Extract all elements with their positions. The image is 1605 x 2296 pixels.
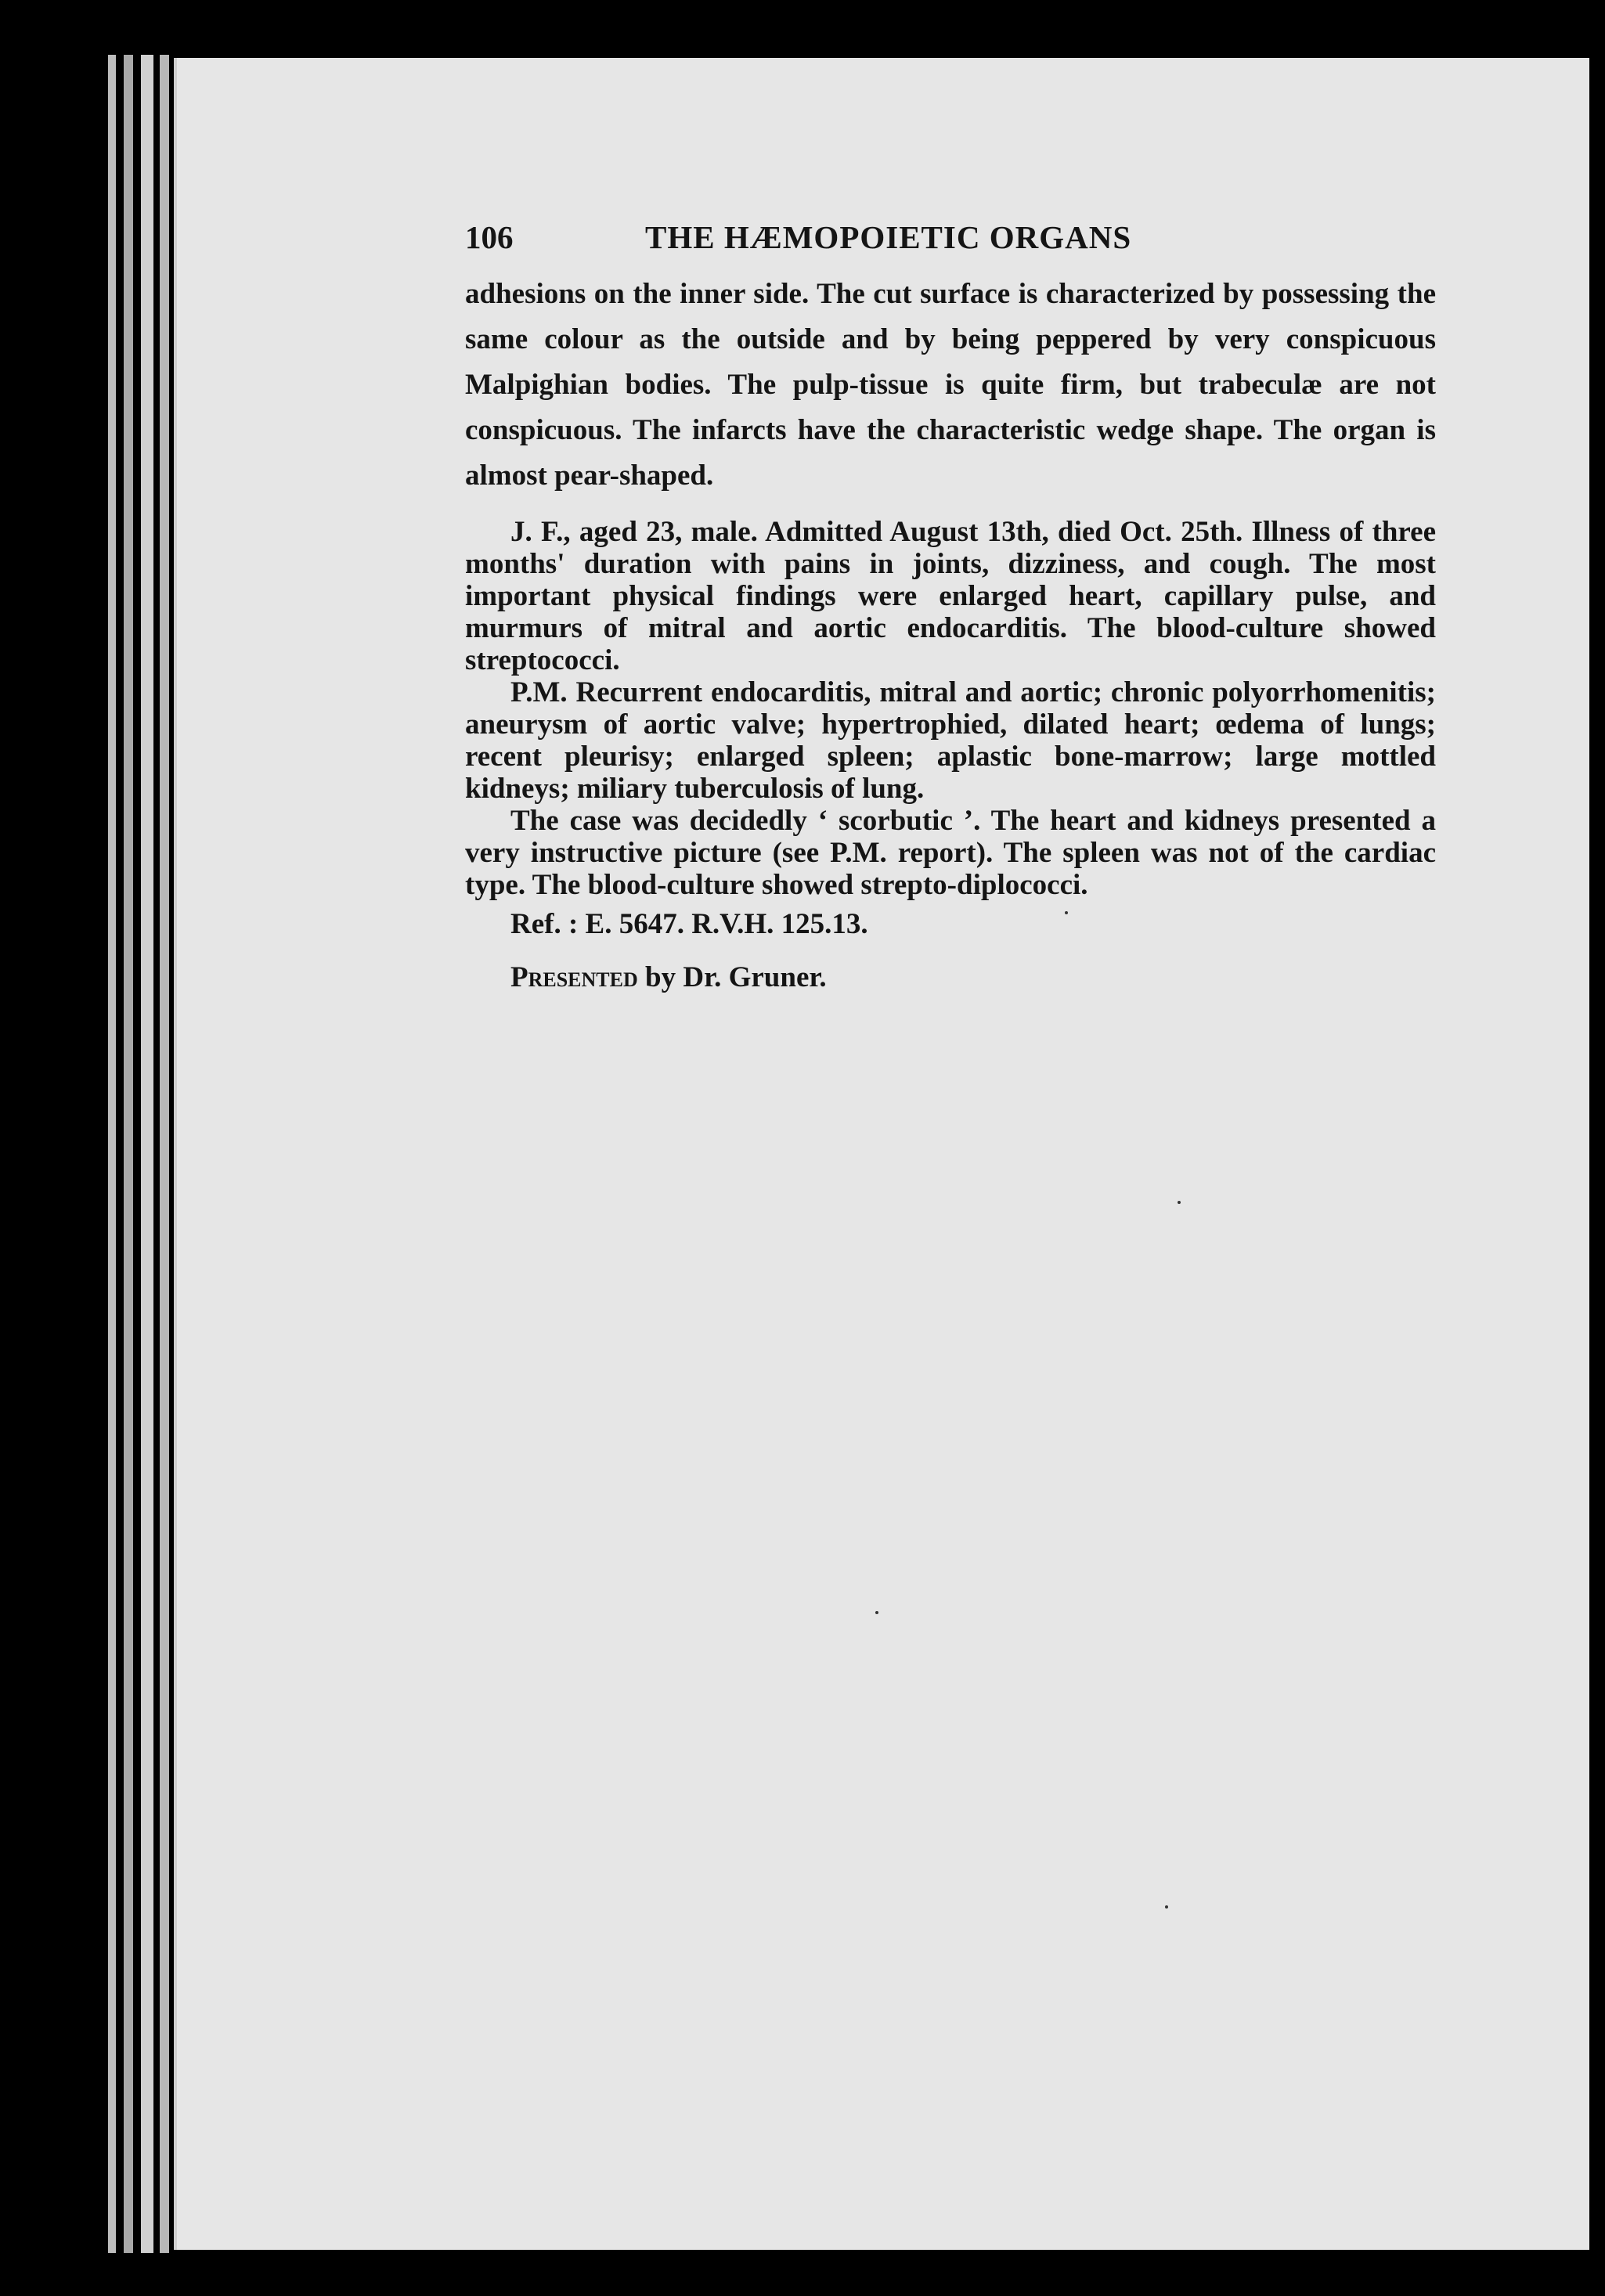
- book-page: [174, 58, 1591, 2250]
- case-history-paragraph: J. F., aged 23, male. Admitted August 13th, died Oct. 25th. Illness of three months' duration with pains in joints, dizziness, and cough. The most important physical findings were enlarged heart, capillary pulse, and murmurs of mitral and aortic endocarditis. The blood-culture showed streptococci.: [465, 516, 1436, 676]
- print-speck: [1178, 1201, 1181, 1204]
- remarks-paragraph: The case was decidedly ‘ scorbutic ’. The heart and kidneys presented a very instructive picture (see P.M. report). The spleen was not of the cardiac type. The blood-culture showed strepto-diplococci.: [465, 805, 1436, 901]
- right-shadow: [1589, 0, 1605, 2296]
- page-edge: [141, 55, 153, 2253]
- page-content: [465, 218, 1436, 995]
- page-edge: [108, 55, 116, 2253]
- lead-paragraph: adhesions on the inner side. The cut surface is characterized by possessing the same colour as the outside and by being peppered by very conspicuous Malpighian bodies. The pulp-tissue is quite firm, but trabeculæ are not conspicuous. The infarcts have the characteristic wedge shape. The organ is almost pear-shaped.: [465, 278, 1436, 492]
- post-mortem-paragraph: P.M. Recurrent endocarditis, mitral and aortic; chronic polyorrhomenitis; aneurysm of aortic valve; hypertrophied, dilated heart; œdema of lungs; recent pleurisy; enlarged spleen; aplastic bone-marrow; large mottled kidneys; miliary tuberculosis of lung.: [465, 676, 1436, 805]
- reference-line: Ref. : E. 5647. R.V.H. 125.13.: [510, 908, 868, 940]
- presented-line: [465, 961, 1436, 995]
- presented-by: by Dr. Gruner.: [637, 961, 827, 993]
- running-head: [465, 218, 1436, 265]
- presented-label: Presented: [510, 961, 638, 993]
- print-speck: [875, 1611, 878, 1614]
- page-number: 106: [465, 219, 514, 255]
- running-title: THE HÆMOPOIETIC ORGANS: [645, 219, 1132, 255]
- print-speck: [1165, 1905, 1168, 1909]
- page-edge: [124, 55, 133, 2253]
- page-edge: [160, 55, 169, 2253]
